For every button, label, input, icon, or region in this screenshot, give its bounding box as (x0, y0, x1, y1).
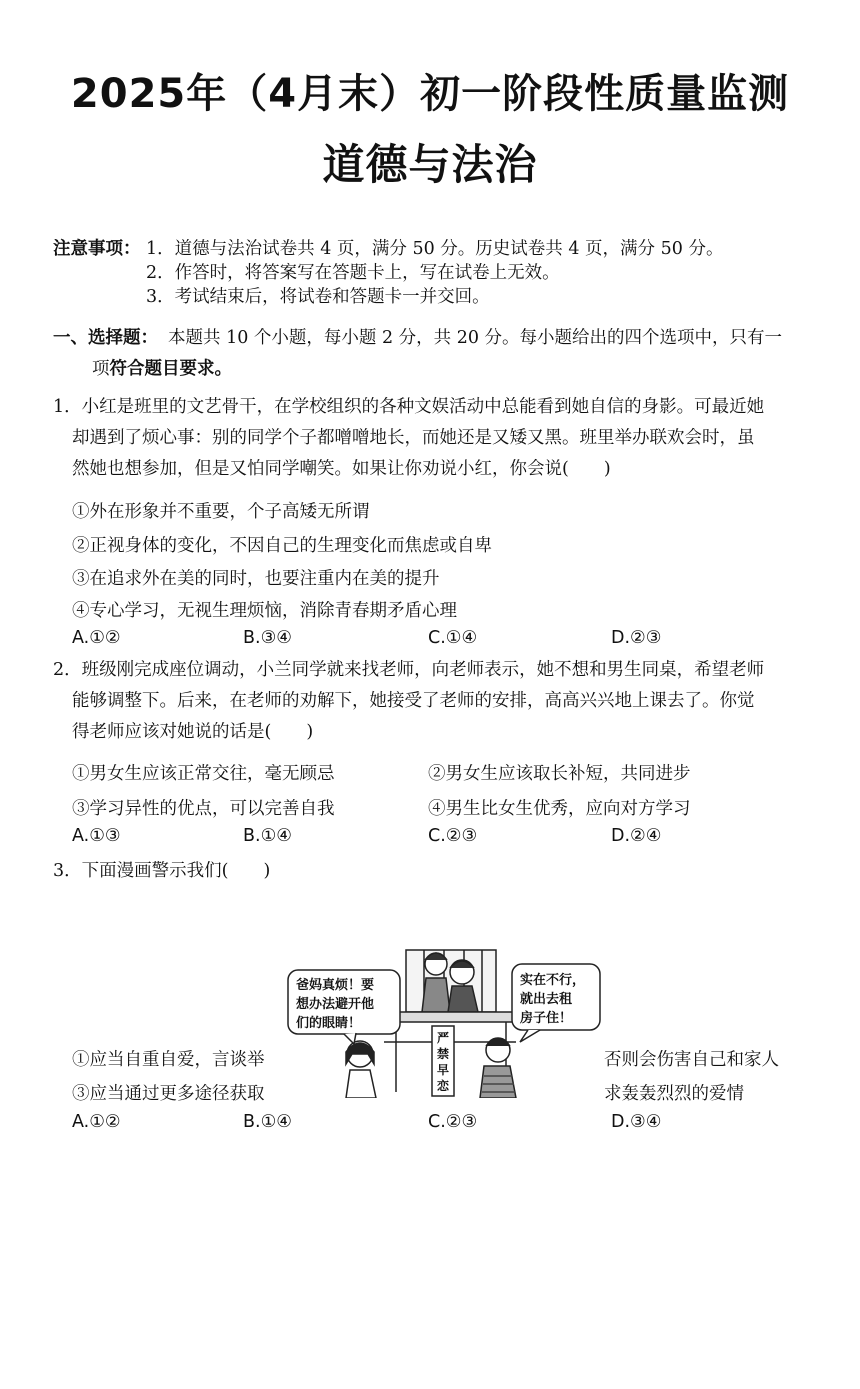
question-2-option: ③学习异性的优点，可以完善自我 (72, 799, 335, 819)
question-1-option: ③在追求外在美的同时，也要注重内在美的提升 (72, 569, 440, 589)
question-2-answer-b: B.①④ (243, 826, 292, 846)
bubble-text: 想办法避开他 (296, 997, 375, 1012)
question-1-stem: 却遇到了烦心事：别的同学个子都噌噌地长，而她还是又矮又黑。班里举办联欢会时，虽 (72, 428, 755, 448)
question-1-answer-b: B.③④ (243, 628, 292, 648)
bubble-text: 们的眼睛！ (296, 1016, 362, 1031)
sign-char: 早 (436, 1063, 450, 1077)
notice-item: 2．作答时，将答案写在答题卡上，写在试卷上无效。 (146, 263, 560, 283)
notice-item: 1．道德与法治试卷共 4 页，满分 50 分。历史试卷共 4 页，满分 50 分。 (146, 239, 724, 259)
sign-char: 恋 (436, 1079, 450, 1093)
warning-sign (432, 1026, 454, 1096)
section-label: 一、选择题： (53, 328, 158, 348)
section-description: 本题共 10 个小题，每小题 2 分，共 20 分。每小题给出的四个选项中，只有一 (168, 328, 783, 348)
sign-char: 严 (436, 1031, 450, 1045)
question-1-answer-d: D.②③ (611, 628, 662, 648)
question-2-stem: 得老师应该对她说的话是( ) (72, 722, 314, 742)
question-2-option: ②男女生应该取长补短，共同进步 (428, 764, 691, 784)
section-description-prefix: 项 (92, 359, 110, 379)
question-3-answer-a: A.①② (72, 1112, 121, 1132)
question-3-option-partial: ①应当自重自爱，言谈举 (72, 1050, 265, 1070)
speech-bubble-left (288, 970, 400, 1044)
exam-title: 2025年（4月末）初一阶段性质量监测 (70, 71, 790, 117)
question-1-answer-c: C.①④ (428, 628, 478, 648)
question-3-option-partial: ③应当通过更多途径获取 (72, 1084, 265, 1104)
question-1-option: ①外在形象并不重要，个子高矮无所谓 (72, 502, 370, 522)
section-description-bold: 符合题目要求。 (109, 359, 232, 379)
bubble-text: 房子住！ (520, 1011, 573, 1026)
question-2-answer-d: D.②④ (611, 826, 662, 846)
question-3-option-partial: 求轰轰烈烈的爱情 (604, 1084, 744, 1104)
subject-title: 道德与法治 (322, 140, 538, 189)
question-1-answer-a: A.①② (72, 628, 121, 648)
section-description-cont (92, 358, 232, 380)
question-2-option: ④男生比女生优秀，应向对方学习 (428, 799, 691, 819)
question-2-stem: 2．班级刚完成座位调动，小兰同学就来找老师，向老师表示，她不想和男生同桌，希望老师 (53, 660, 765, 680)
bubble-text: 就出去租 (520, 992, 573, 1007)
bubble-text: 爸妈真烦！要 (296, 978, 375, 993)
cartoon-illustration (284, 942, 604, 1098)
question-1-option: ②正视身体的变化，不因自己的生理变化而焦虑或自卑 (72, 536, 492, 556)
question-1-option: ④专心学习，无视生理烦恼，消除青春期矛盾心理 (72, 601, 457, 621)
question-2-answer-a: A.①③ (72, 826, 121, 846)
notice-label: 注意事项： (53, 239, 141, 259)
notice-item: 3．考试结束后，将试卷和答题卡一并交回。 (146, 287, 490, 307)
question-2-stem: 能够调整下。后来，在老师的劝解下，她接受了老师的安排，高高兴兴地上课去了。你觉 (72, 691, 755, 711)
question-3-option-partial: 否则会伤害自己和家人 (604, 1050, 779, 1070)
question-2-answer-c: C.②③ (428, 826, 478, 846)
question-3-answer-b: B.①④ (243, 1112, 292, 1132)
question-2-option: ①男女生应该正常交往，毫无顾忌 (72, 764, 335, 784)
question-1-stem: 1．小红是班里的文艺骨干，在学校组织的各种文娱活动中总能看到她自信的身影。可最近她 (53, 397, 765, 417)
sign-char: 禁 (436, 1047, 450, 1061)
bubble-text: 实在不行， (520, 973, 586, 988)
question-3-answer-c: C.②③ (428, 1112, 478, 1132)
question-3-stem: 3．下面漫画警示我们( ) (53, 861, 271, 881)
question-3-answer-d: D.③④ (611, 1112, 662, 1132)
question-1-stem: 然她也想参加，但是又怕同学嘲笑。如果让你劝说小红，你会说( ) (72, 459, 611, 479)
speech-bubble-right (512, 964, 600, 1042)
